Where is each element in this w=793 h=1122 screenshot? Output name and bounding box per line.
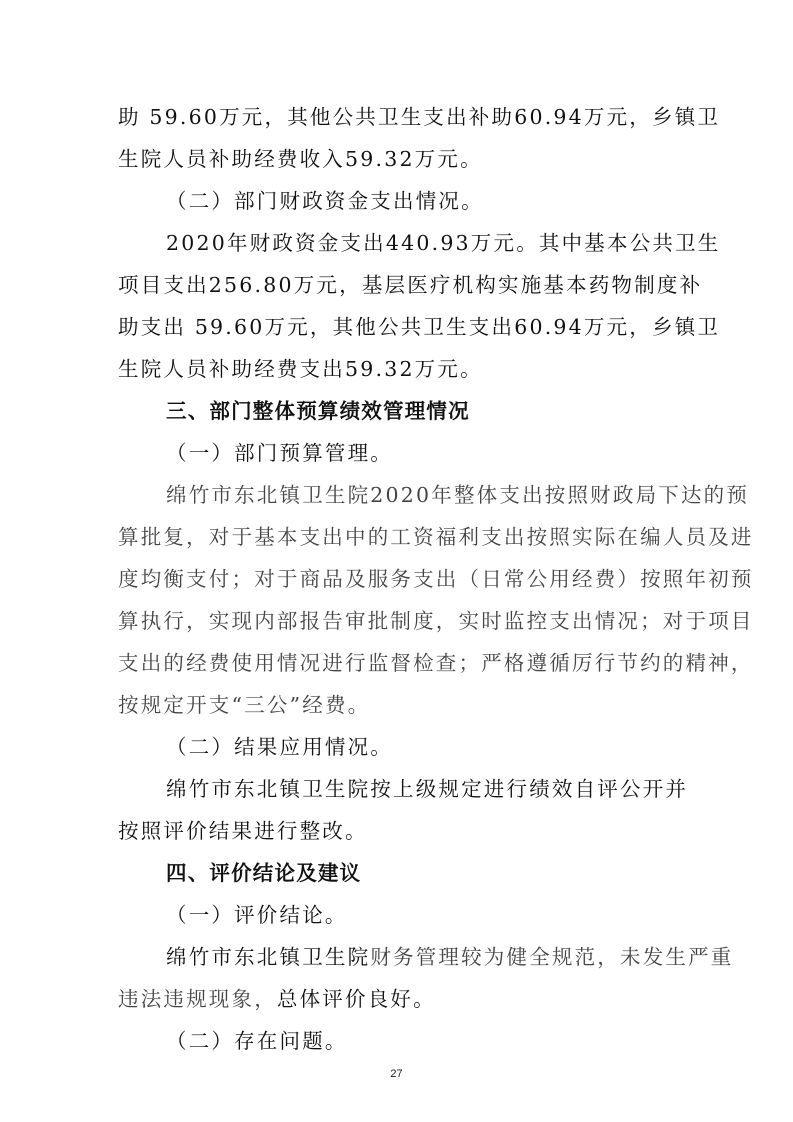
section-heading: 三、部门整体预算绩效管理情况 — [166, 399, 470, 423]
paragraph-line: 项目支出256.80万元，基层医疗机构实施基本药物制度补 — [118, 273, 703, 297]
paragraph-line: 算执行，实现内部报告审批制度，实时监控支出情况；对于项目 — [118, 609, 754, 633]
paragraph-line: 绵竹市东北镇卫生院2020年整体支出按照财政局下达的预 — [166, 483, 750, 507]
section-subheading: （一）部门预算管理。 — [166, 441, 393, 465]
paragraph-line: 助支出 59.60万元，其他公共卫生支出60.94万元，乡镇卫 — [118, 315, 721, 339]
page-number: 27 — [390, 1068, 403, 1080]
paragraph-line — [118, 985, 436, 1013]
paragraph-segment: 绵竹市东北镇卫生院 — [166, 945, 371, 969]
paragraph-line: 生院人员补助经费支出59.32万元。 — [118, 357, 483, 381]
paragraph-line: 按照评价结果进行整改。 — [118, 819, 368, 843]
paragraph-line: 绵竹市东北镇卫生院按上级规定进行绩效自评公开并 — [166, 777, 689, 801]
paragraph-line: 生院人员补助经费收入59.32万元。 — [118, 147, 483, 171]
paragraph-line: 算批复，对于基本支出中的工资福利支出按照实际在编人员及进 — [118, 525, 754, 549]
paragraph-line: 助 59.60万元，其他公共卫生支出补助60.94万元，乡镇卫 — [118, 105, 721, 129]
paragraph-line: 支出的经费使用情况进行监督检查；严格遵循厉行节约的精神， — [118, 651, 754, 675]
paragraph-segment: 总体评价良好。 — [276, 987, 436, 1011]
paragraph-line — [166, 943, 734, 971]
paragraph-segment: 违法违规现象， — [118, 987, 277, 1011]
section-subheading: （二）结果应用情况。 — [166, 735, 393, 759]
section-subheading: （一）评价结论。 — [166, 903, 348, 927]
paragraph-line: 度均衡支付；对于商品及服务支出（日常公用经费）按照年初预 — [118, 567, 754, 591]
section-heading: 四、评价结论及建议 — [166, 861, 362, 885]
paragraph-line: 2020年财政资金支出440.93万元。其中基本公共卫生 — [166, 231, 721, 255]
section-subheading: （二）存在问题。 — [166, 1029, 348, 1053]
paragraph-segment: 财务管理较为健全规范，未发生严重 — [370, 945, 734, 969]
paragraph-line: 按规定开支“三公”经费。 — [118, 693, 371, 717]
section-subheading: （二）部门财政资金支出情况。 — [166, 189, 484, 213]
